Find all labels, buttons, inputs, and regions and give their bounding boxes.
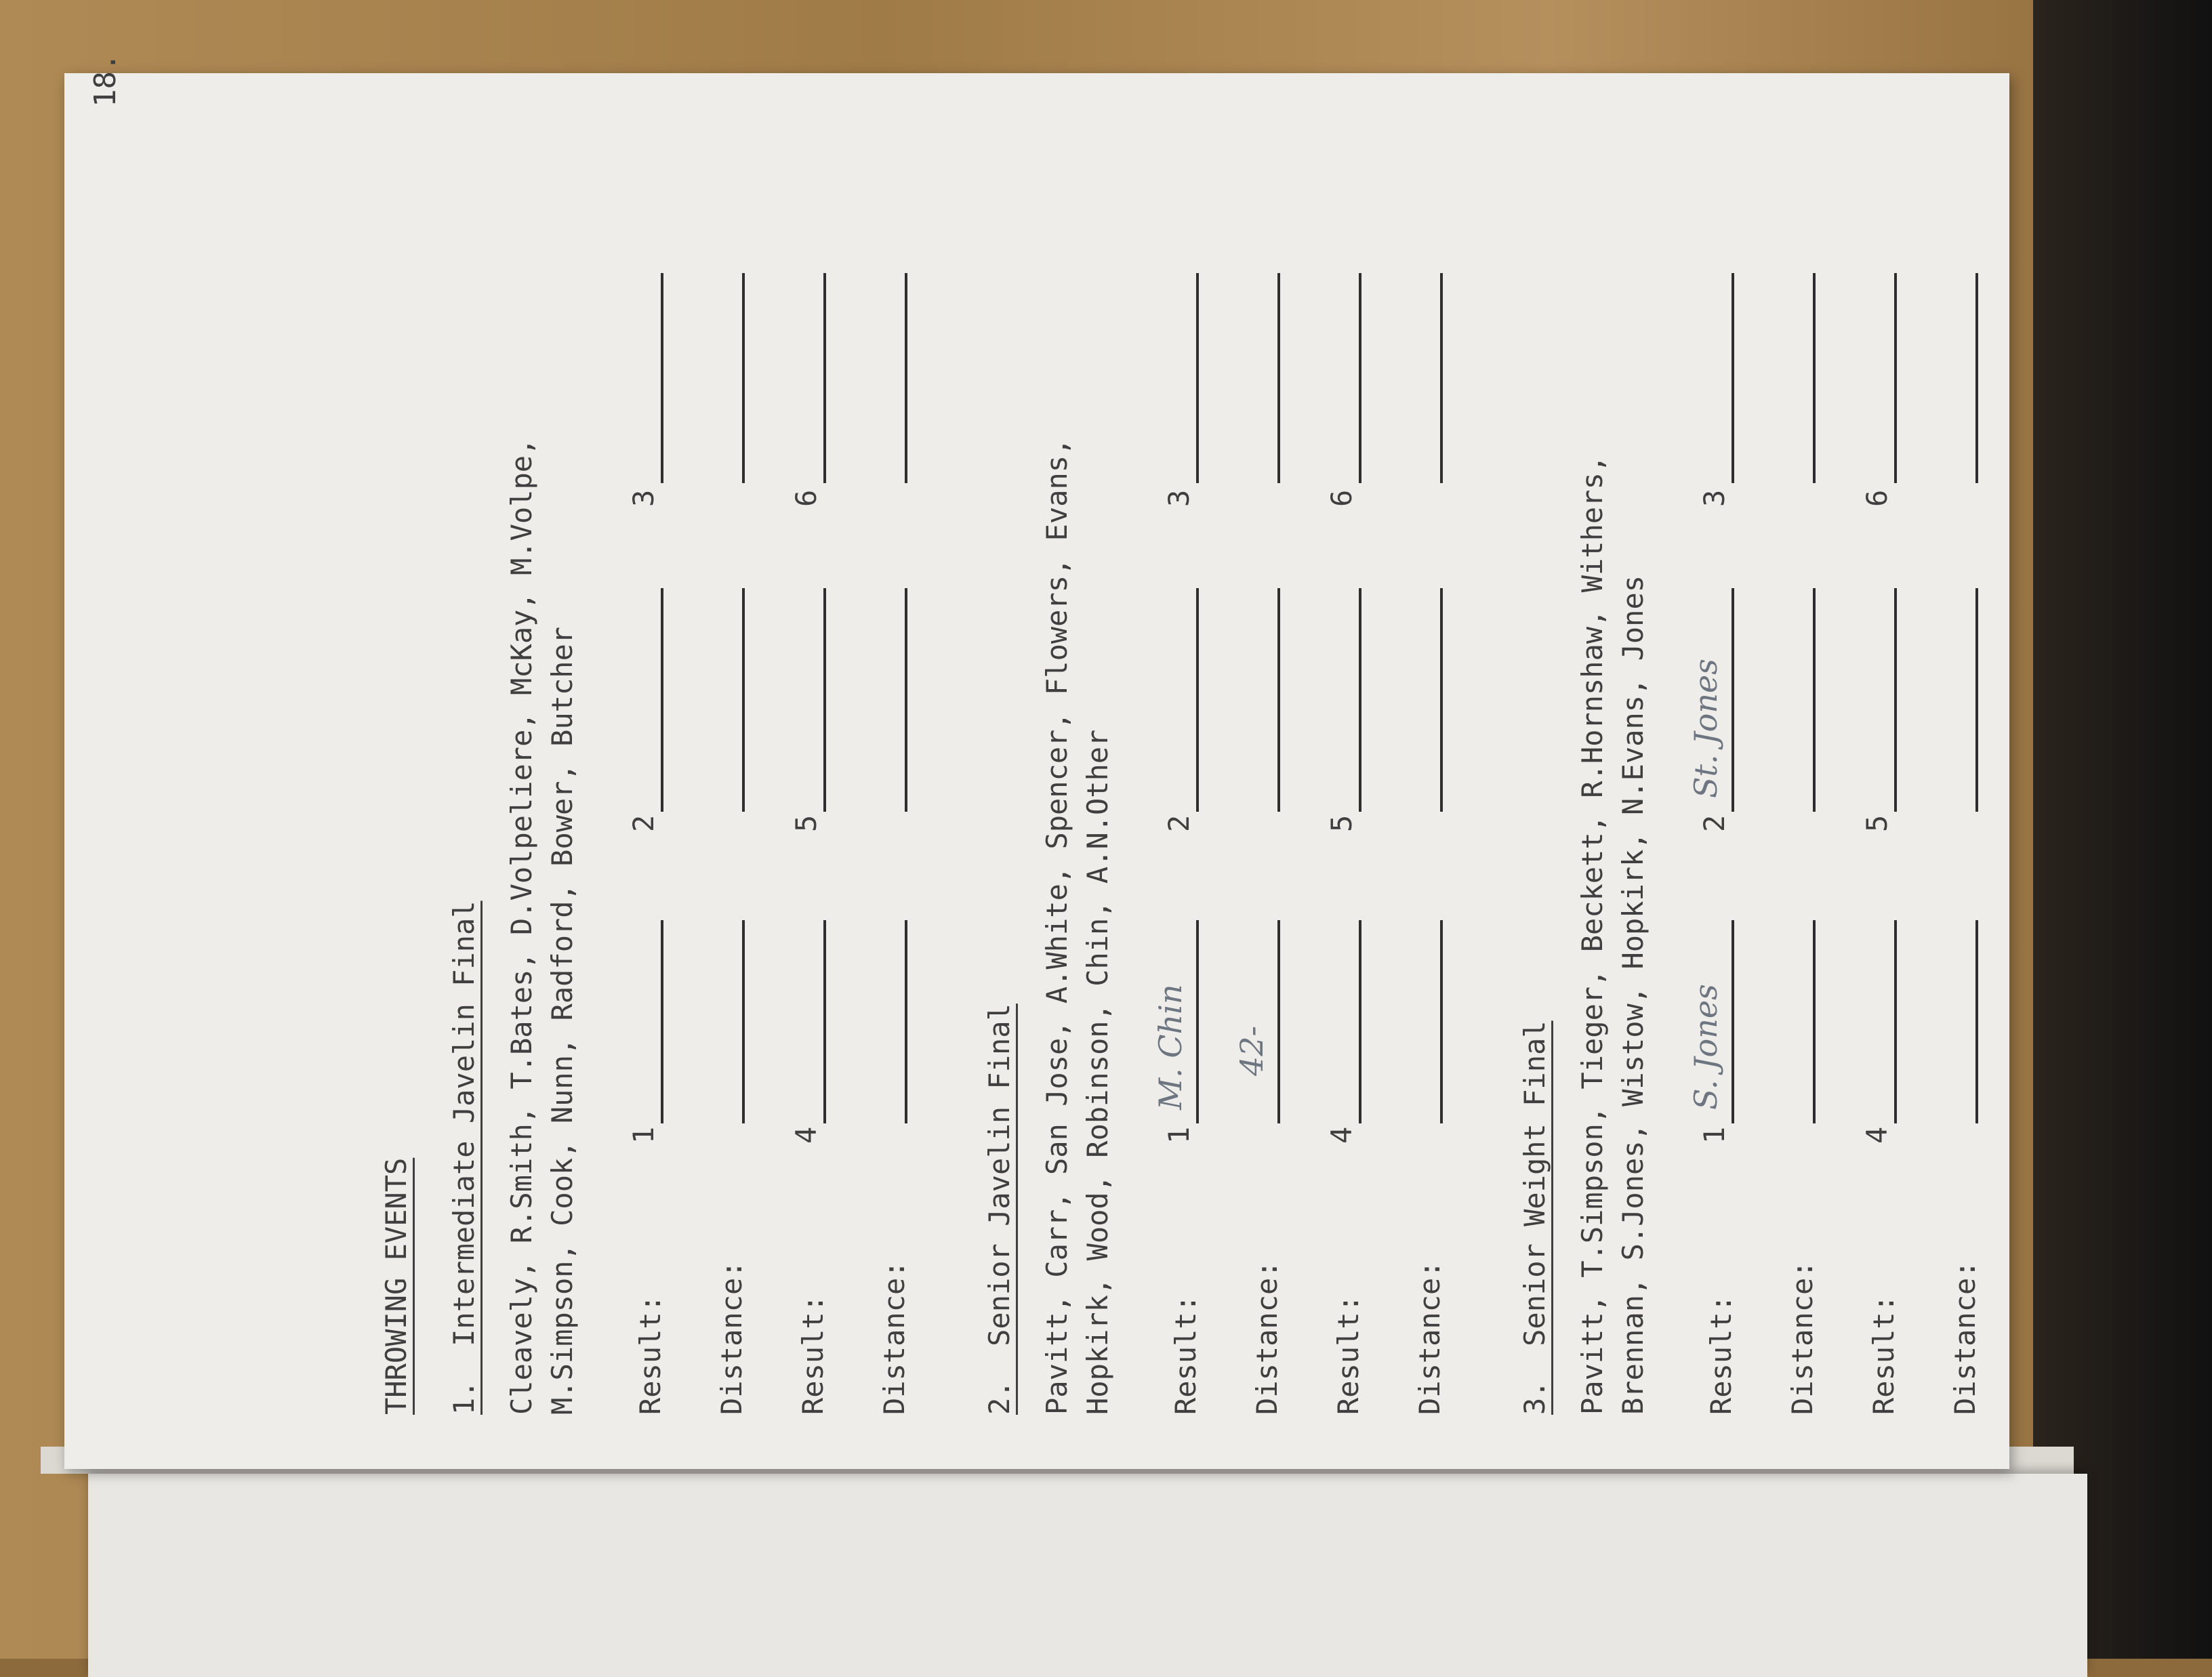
- event-2-distance-3-line[interactable]: [1277, 273, 1280, 483]
- event-3-second-handwritten: St. Jones: [1687, 659, 1724, 798]
- event-3-place-6: 6: [1860, 489, 1893, 507]
- event-1-place-3-line[interactable]: [661, 273, 663, 483]
- event-3-place-3-line[interactable]: [1732, 273, 1734, 483]
- event-1-place-6-line[interactable]: [823, 273, 826, 483]
- page-title: THROWING EVENTS: [380, 1157, 413, 1415]
- event-2-place-4: 4: [1325, 1126, 1358, 1144]
- event-1-place-2: 2: [627, 814, 660, 832]
- event-3-distance-3-line[interactable]: [1813, 273, 1816, 483]
- event-1-place-4: 4: [790, 1126, 823, 1144]
- event-2-place-6-line[interactable]: [1359, 273, 1361, 483]
- event-1-place-5-line[interactable]: [823, 588, 826, 812]
- event-2-result-label-1: Result:: [1169, 1294, 1202, 1415]
- event-3-distance-1-line[interactable]: [1813, 920, 1816, 1123]
- event-3-place-4: 4: [1860, 1126, 1893, 1144]
- event-2-heading: 2. Senior Javelin Final: [983, 1003, 1016, 1415]
- event-2-place-1-line[interactable]: [1196, 920, 1199, 1123]
- next-page: [88, 1474, 2087, 1677]
- event-1-place-1-line[interactable]: [661, 920, 663, 1123]
- event-3-place-5-line[interactable]: [1894, 588, 1897, 812]
- event-1-place-1: 1: [627, 1126, 660, 1144]
- event-3-competitors-line-2: Brennan, S.Jones, Wistow, Hopkirk, N.Evans, Jones: [1616, 575, 1650, 1415]
- page-number: 18.: [88, 53, 123, 107]
- event-2-place-3-line[interactable]: [1196, 273, 1199, 483]
- document-page: [64, 53, 2009, 1469]
- event-2-place-4-line[interactable]: [1359, 920, 1361, 1123]
- event-3-distance-6-line[interactable]: [1975, 273, 1978, 483]
- event-2-competitors-line-2: Hopkirk, Wood, Robinson, Chin, A.N.Other: [1081, 729, 1114, 1415]
- event-3-place-1: 1: [1698, 1126, 1731, 1144]
- event-3-place-2: 2: [1698, 814, 1731, 832]
- event-1-distance-5-line[interactable]: [905, 588, 907, 812]
- event-1-result-label-2: Result:: [796, 1294, 830, 1415]
- event-2-competitors-line-1: Pavitt, Carr, San Jose, A.White, Spencer, Flowers, Evans,: [1040, 438, 1073, 1415]
- event-1-distance-label-2: Distance:: [878, 1260, 911, 1415]
- event-2-place-5: 5: [1325, 814, 1358, 832]
- event-1-place-3: 3: [627, 489, 660, 507]
- event-2-place-6: 6: [1325, 489, 1358, 507]
- event-1-place-5: 5: [790, 814, 823, 832]
- event-3-first-handwritten: S. Jones: [1687, 984, 1724, 1110]
- event-1-place-6: 6: [790, 489, 823, 507]
- event-2-result-label-2: Result:: [1332, 1294, 1365, 1415]
- event-1-distance-label-1: Distance:: [715, 1260, 748, 1415]
- event-2-distance-2-line[interactable]: [1277, 588, 1280, 812]
- event-3-result-label-2: Result:: [1867, 1294, 1900, 1415]
- event-1-place-4-line[interactable]: [823, 920, 826, 1123]
- event-3-competitors-line-1: Pavitt, T.Simpson, Tieger, Beckett, R.Hornshaw, Withers,: [1576, 455, 1609, 1415]
- event-2-distance-4-line[interactable]: [1440, 920, 1443, 1123]
- event-2-distance-label-2: Distance:: [1413, 1260, 1446, 1415]
- event-2-distance-1-line[interactable]: [1277, 920, 1280, 1123]
- event-2-place-3: 3: [1162, 489, 1195, 507]
- event-2-place-2: 2: [1162, 814, 1195, 832]
- event-1-heading: 1. Intermediate Javelin Final: [447, 900, 480, 1415]
- event-3-result-label-1: Result:: [1704, 1294, 1738, 1415]
- event-2-distance-5-line[interactable]: [1440, 588, 1443, 812]
- event-3-distance-5-line[interactable]: [1975, 588, 1978, 812]
- event-3-distance-4-line[interactable]: [1975, 920, 1978, 1123]
- event-2-place-2-line[interactable]: [1196, 588, 1199, 812]
- event-1-distance-3-line[interactable]: [742, 273, 745, 483]
- event-2-place-1: 1: [1162, 1126, 1195, 1144]
- event-3-place-4-line[interactable]: [1894, 920, 1897, 1123]
- dark-background-corner: [2033, 0, 2212, 1659]
- event-3-distance-2-line[interactable]: [1813, 588, 1816, 812]
- event-2-distance-handwritten: 42-: [1233, 1025, 1270, 1076]
- event-1-distance-6-line[interactable]: [905, 273, 907, 483]
- event-3-place-1-line[interactable]: [1732, 920, 1734, 1123]
- event-3-place-3: 3: [1698, 489, 1731, 507]
- event-3-place-6-line[interactable]: [1894, 273, 1897, 483]
- event-3-heading: 3. Senior Weight Final: [1518, 1020, 1551, 1415]
- event-1-distance-2-line[interactable]: [742, 588, 745, 812]
- event-2-distance-label-1: Distance:: [1250, 1260, 1284, 1415]
- event-1-distance-1-line[interactable]: [742, 920, 745, 1123]
- event-3-distance-label-2: Distance:: [1948, 1260, 1982, 1415]
- event-2-first-handwritten: M. Chin: [1152, 984, 1189, 1110]
- event-3-place-5: 5: [1860, 814, 1893, 832]
- page-content: [88, 53, 2016, 1415]
- event-3-place-2-line[interactable]: [1732, 588, 1734, 812]
- event-1-place-2-line[interactable]: [661, 588, 663, 812]
- event-1-competitors-line-2: M.Simpson, Cook, Nunn, Radford, Bower, Butcher: [546, 626, 579, 1415]
- event-2-place-5-line[interactable]: [1359, 588, 1361, 812]
- event-1-result-label-1: Result:: [634, 1294, 667, 1415]
- event-1-competitors-line-1: Cleavely, R.Smith, T.Bates, D.Volpeliere, McKay, M.Volpe,: [505, 438, 538, 1415]
- event-3-distance-label-1: Distance:: [1786, 1260, 1819, 1415]
- event-2-distance-6-line[interactable]: [1440, 273, 1443, 483]
- event-1-distance-4-line[interactable]: [905, 920, 907, 1123]
